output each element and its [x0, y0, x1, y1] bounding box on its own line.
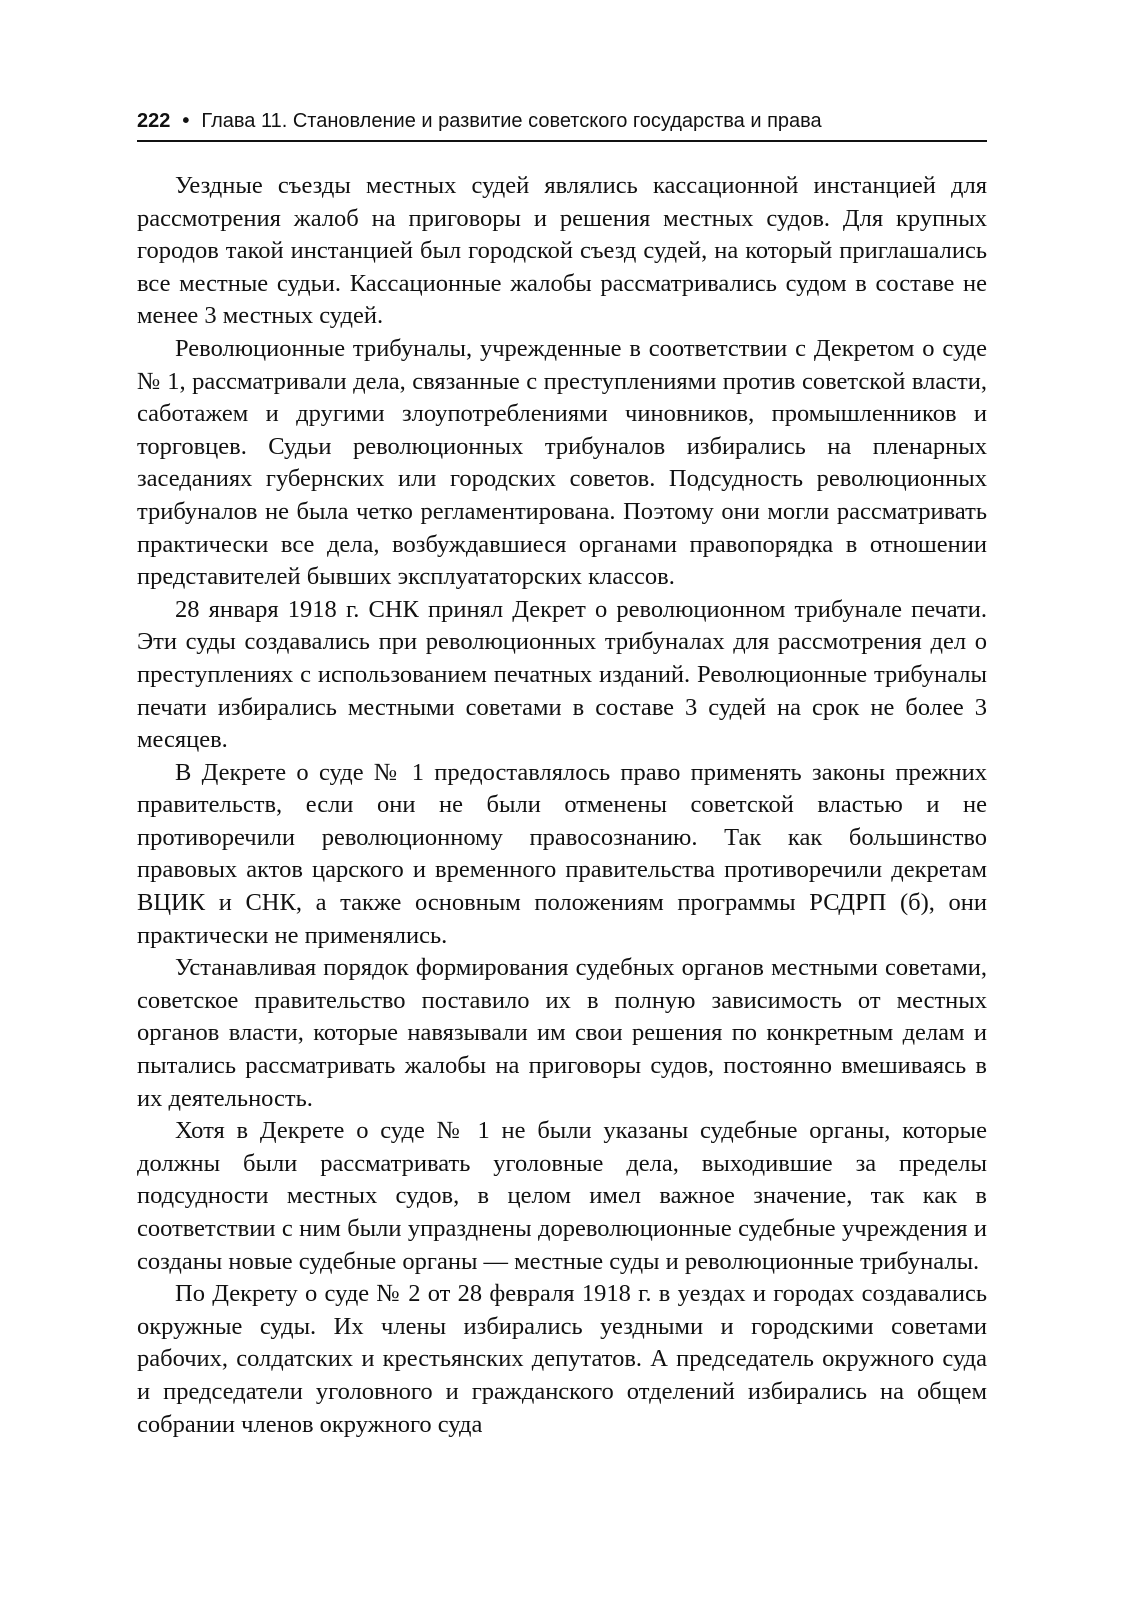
running-title: Глава 11. Становление и развитие советского государства и права [201, 110, 822, 132]
page-number: 222 [137, 110, 171, 132]
paragraph: Устанавливая порядок формирования судебных органов местными советами, советское правительство поставило их в полную зависимость от местных органов власти, которые навязывали им свои решения по конкретным делам и пытались рассматривать жалобы на приговоры судов, постоянно вмешиваясь в их деятельность. [137, 954, 987, 1112]
running-header [137, 106, 987, 142]
paragraph: 28 января 1918 г. СНК принял Декрет о революционном трибунале печати. Эти суды создавались при революционных трибуналах для рассмотрения дел о преступлениях с использованием печатных изданий. Революционные трибуналы печати избирались местными советами в составе 3 судей на срок не более 3 месяцев. [137, 595, 987, 754]
paragraph: Уездные съезды местных судей являлись кассационной инстанцией для рассмотрения жалоб на приговоры и решения местных судов. Для крупных городов такой инстанцией был городской съезд судей, на который приглашались все местные судьи. Кассационные жалобы рассматривались судом в составе не менее 3 местных судей. [137, 172, 987, 330]
paragraph: Хотя в Декрете о суде № 1 не были указаны судебные органы, которые должны были рассматривать уголовные дела, выходившие за пределы подсудности местных судов, в целом имел важное значение, так как в соответствии с ним были упразднены дореволюционные судебные учреждения и созданы новые судебные органы — местные суды и революционные трибуналы. [137, 1117, 987, 1275]
paragraph: В Декрете о суде № 1 предоставлялось право применять законы прежних правительств, если они не были отменены советской властью и не противоречили революционному правосознанию. Так как большинство правовых актов царского и временного правительства противоречили декретам ВЦИК и СНК, а также основным положениям программы РСДРП (б), они практически не применялись. [137, 758, 987, 949]
body-text [137, 170, 987, 1441]
header-separator: • [182, 110, 190, 132]
paragraph: Революционные трибуналы, учрежденные в соответствии с Декретом о суде № 1, рассматривали дела, связанные с преступлениями против советской власти, саботажем и другими злоупотреблениями чиновников, промышленников и торговцев. Судьи революционных трибуналов избирались на пленарных заседаниях губернских или городских советов. Подсудность революционных трибуналов не была четко регламентирована. Поэтому они могли рассматривать практически все дела, возбуждавшиеся органами правопорядка в отношении представителей бывших эксплуататорских классов. [137, 334, 987, 591]
paragraph: По Декрету о суде № 2 от 28 февраля 1918 г. в уездах и городах создавались окружные суды. Их члены избирались уездными и городскими советами рабочих, солдатских и крестьянских депутатов. А председатель окружного суда и председатели уголовного и гражданского отделений избирались на общем собрании членов окружного суда [137, 1280, 987, 1438]
